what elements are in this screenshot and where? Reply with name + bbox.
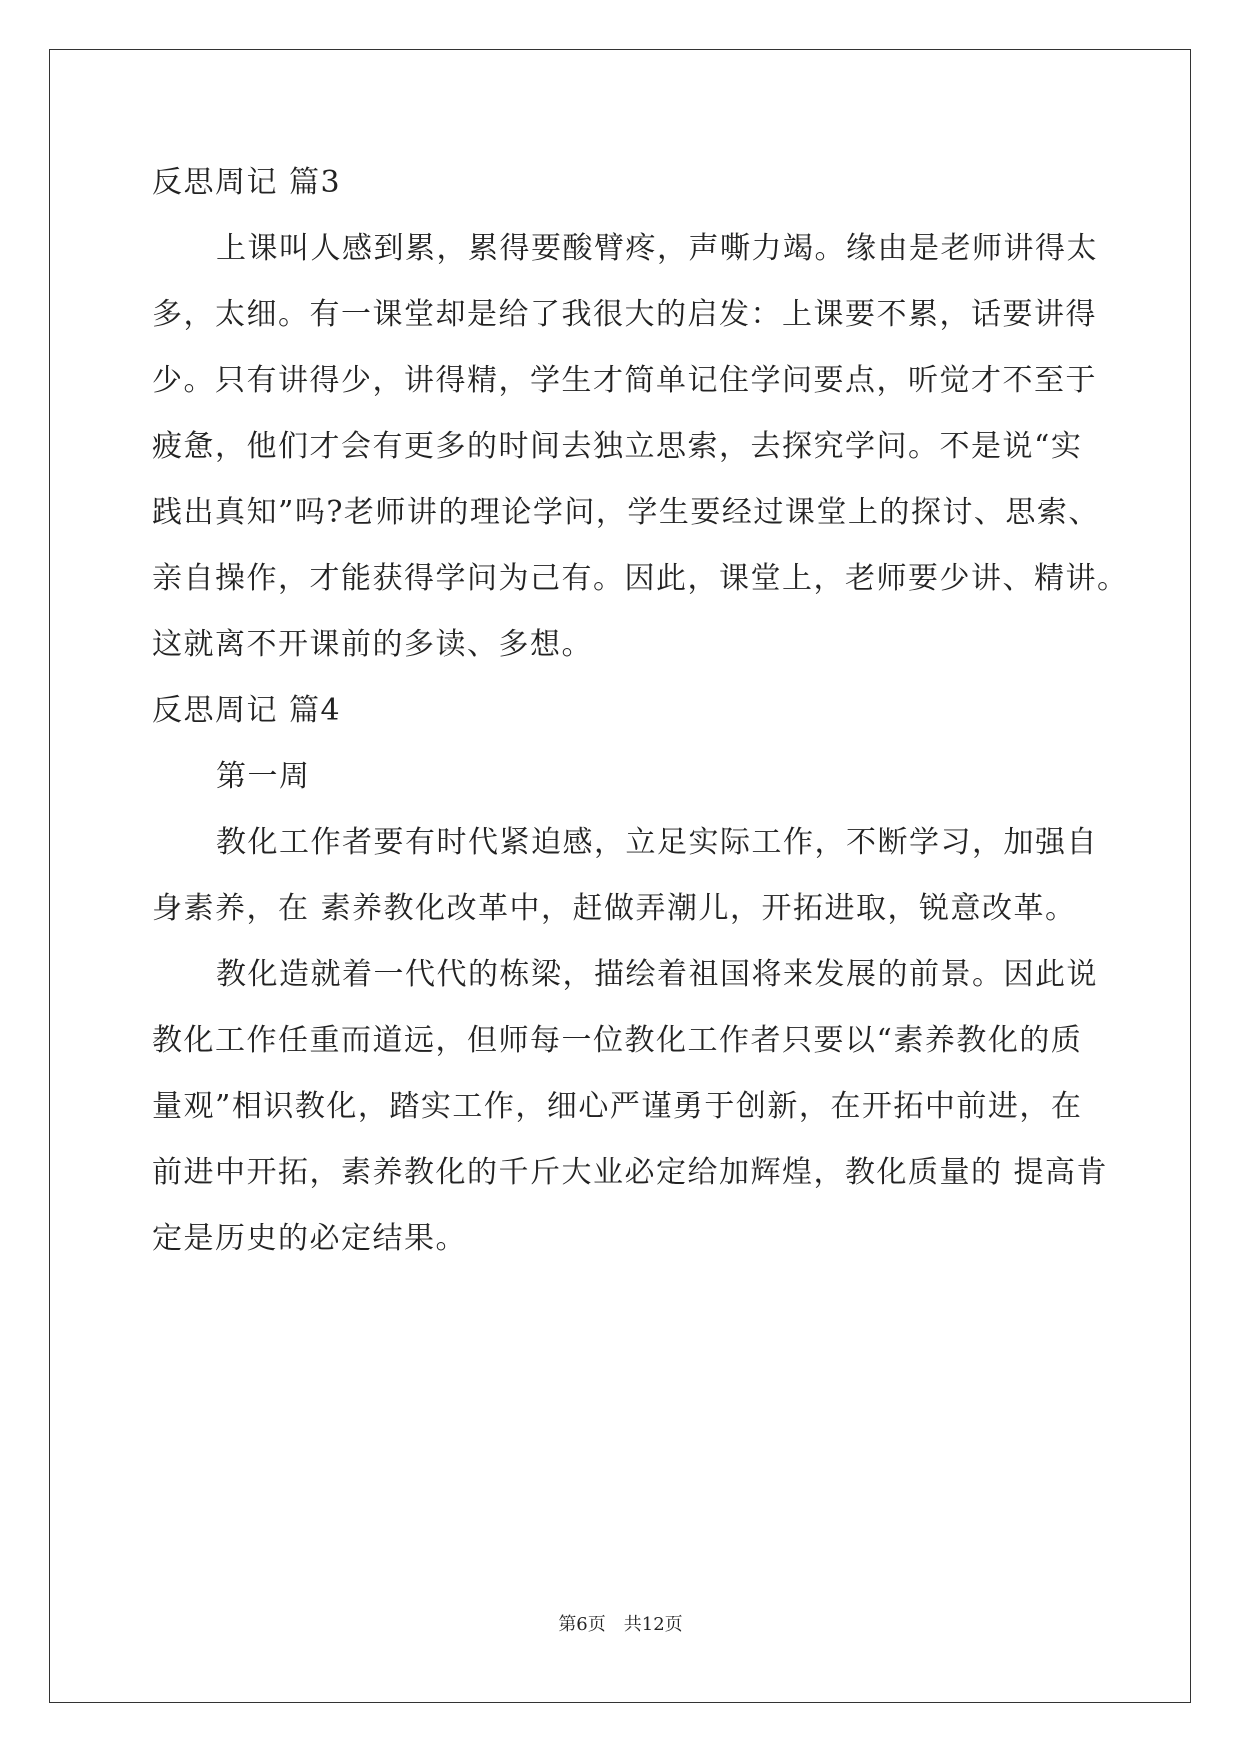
paragraph-line: 疲惫，他们才会有更多的时间去独立思索，去探究学问。不是说“实 [152, 429, 1083, 464]
paragraph-line: 多，太细。有一课堂却是给了我很大的启发：上课要不累，话要讲得 [152, 297, 1097, 332]
paragraph-line: 践出真知”吗?老师讲的理论学问，学生要经过课堂上的探讨、思索、 [152, 495, 1100, 530]
paragraph-line: 定是历史的必定结果。 [152, 1221, 467, 1256]
paragraph-line: 前进中开拓，素养教化的千斤大业必定给加辉煌，教化质量的 提高肯 [152, 1155, 1109, 1190]
section-heading: 反思周记 篇3 [152, 165, 342, 200]
paragraph-line: 亲自操作，才能获得学问为己有。因此，课堂上，老师要少讲、精讲。 [152, 561, 1129, 596]
paragraph-line: 身素养，在 素养教化改革中，赶做弄潮儿，开拓进取，锐意改革。 [152, 891, 1077, 926]
document-body [152, 150, 1129, 1272]
paragraph-line: 这就离不开课前的多读、多想。 [152, 627, 593, 662]
paragraph-line: 教化造就着一代代的栋梁，描绘着祖国将来发展的前景。因此说 [216, 957, 1098, 992]
subheading: 第一周 [216, 759, 311, 794]
paragraph-line: 上课叫人感到累，累得要酸臂疼，声嘶力竭。缘由是老师讲得太 [216, 231, 1098, 266]
paragraph-line: 教化工作任重而道远，但师每一位教化工作者只要以“素养教化的质 [152, 1023, 1083, 1058]
paragraph-line: 少。只有讲得少，讲得精，学生才简单记住学问要点，听觉才不至于 [152, 363, 1097, 398]
paragraph-line: 量观”相识教化，踏实工作，细心严谨勇于创新，在开拓中前进，在 [152, 1089, 1083, 1124]
section-heading: 反思周记 篇4 [152, 693, 342, 728]
page-number-footer: 第6页 共12页 [558, 1614, 683, 1635]
paragraph-line: 教化工作者要有时代紧迫感，立足实际工作，不断学习，加强自 [216, 825, 1098, 860]
